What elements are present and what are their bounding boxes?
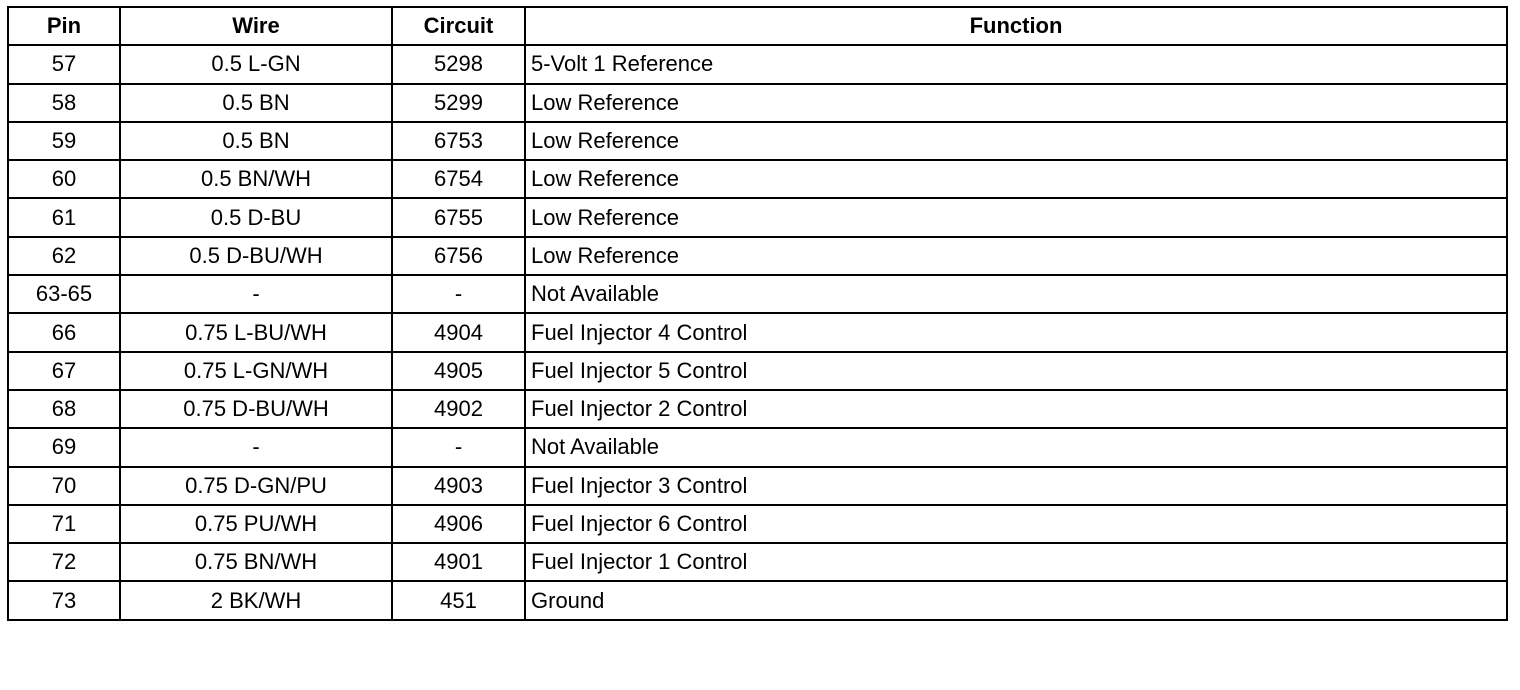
table-row (8, 467, 1507, 505)
table-row (8, 543, 1507, 581)
circuit-cell: 4905 (392, 352, 525, 390)
circuit-cell: 6754 (392, 160, 525, 198)
pin-cell: 71 (8, 505, 120, 543)
function-cell: Low Reference (525, 160, 1507, 198)
circuit-cell: - (392, 428, 525, 466)
wire-cell: 0.75 D-BU/WH (120, 390, 392, 428)
wire-cell: 0.5 BN (120, 84, 392, 122)
header-wire: Wire (120, 7, 392, 45)
header-row (8, 7, 1507, 45)
wire-cell: 0.75 PU/WH (120, 505, 392, 543)
function-cell: Low Reference (525, 198, 1507, 236)
table-row (8, 84, 1507, 122)
wire-cell: 0.5 L-GN (120, 45, 392, 83)
circuit-cell: 6755 (392, 198, 525, 236)
header-pin: Pin (8, 7, 120, 45)
pin-cell: 72 (8, 543, 120, 581)
table-row (8, 237, 1507, 275)
pin-cell: 57 (8, 45, 120, 83)
circuit-cell: 4901 (392, 543, 525, 581)
pin-cell: 59 (8, 122, 120, 160)
table-row (8, 122, 1507, 160)
function-cell: Not Available (525, 275, 1507, 313)
circuit-cell: 5298 (392, 45, 525, 83)
wire-cell: - (120, 275, 392, 313)
wire-cell: 0.5 BN (120, 122, 392, 160)
pin-cell: 73 (8, 581, 120, 619)
pin-cell: 68 (8, 390, 120, 428)
wire-cell: 0.75 D-GN/PU (120, 467, 392, 505)
table-row (8, 198, 1507, 236)
pinout-sheet (7, 6, 1508, 621)
function-cell: 5-Volt 1 Reference (525, 45, 1507, 83)
wire-cell: 0.5 BN/WH (120, 160, 392, 198)
table-row (8, 428, 1507, 466)
circuit-cell: 6756 (392, 237, 525, 275)
function-cell: Low Reference (525, 84, 1507, 122)
pin-cell: 63-65 (8, 275, 120, 313)
table-row (8, 313, 1507, 351)
function-cell: Fuel Injector 5 Control (525, 352, 1507, 390)
pin-cell: 67 (8, 352, 120, 390)
wire-cell: 0.75 L-GN/WH (120, 352, 392, 390)
circuit-cell: 4904 (392, 313, 525, 351)
pin-cell: 66 (8, 313, 120, 351)
function-cell: Fuel Injector 1 Control (525, 543, 1507, 581)
circuit-cell: 451 (392, 581, 525, 619)
wire-cell: - (120, 428, 392, 466)
function-cell: Fuel Injector 6 Control (525, 505, 1507, 543)
circuit-cell: 6753 (392, 122, 525, 160)
pin-cell: 58 (8, 84, 120, 122)
header-circuit: Circuit (392, 7, 525, 45)
function-cell: Ground (525, 581, 1507, 619)
table-row (8, 390, 1507, 428)
table-row (8, 581, 1507, 619)
wire-cell: 0.5 D-BU/WH (120, 237, 392, 275)
header-function: Function (525, 7, 1507, 45)
pin-cell: 69 (8, 428, 120, 466)
pin-cell: 61 (8, 198, 120, 236)
function-cell: Not Available (525, 428, 1507, 466)
function-cell: Fuel Injector 3 Control (525, 467, 1507, 505)
function-cell: Low Reference (525, 122, 1507, 160)
circuit-cell: 4902 (392, 390, 525, 428)
table-row (8, 45, 1507, 83)
function-cell: Fuel Injector 4 Control (525, 313, 1507, 351)
pin-cell: 60 (8, 160, 120, 198)
table-row (8, 275, 1507, 313)
circuit-cell: 5299 (392, 84, 525, 122)
wire-cell: 0.75 BN/WH (120, 543, 392, 581)
table-row (8, 160, 1507, 198)
wire-cell: 2 BK/WH (120, 581, 392, 619)
function-cell: Low Reference (525, 237, 1507, 275)
pin-cell: 70 (8, 467, 120, 505)
table-row (8, 505, 1507, 543)
circuit-cell: - (392, 275, 525, 313)
circuit-cell: 4903 (392, 467, 525, 505)
circuit-cell: 4906 (392, 505, 525, 543)
table-row (8, 352, 1507, 390)
wire-cell: 0.5 D-BU (120, 198, 392, 236)
wire-cell: 0.75 L-BU/WH (120, 313, 392, 351)
function-cell: Fuel Injector 2 Control (525, 390, 1507, 428)
connector-pinout-table (7, 6, 1508, 621)
pin-cell: 62 (8, 237, 120, 275)
